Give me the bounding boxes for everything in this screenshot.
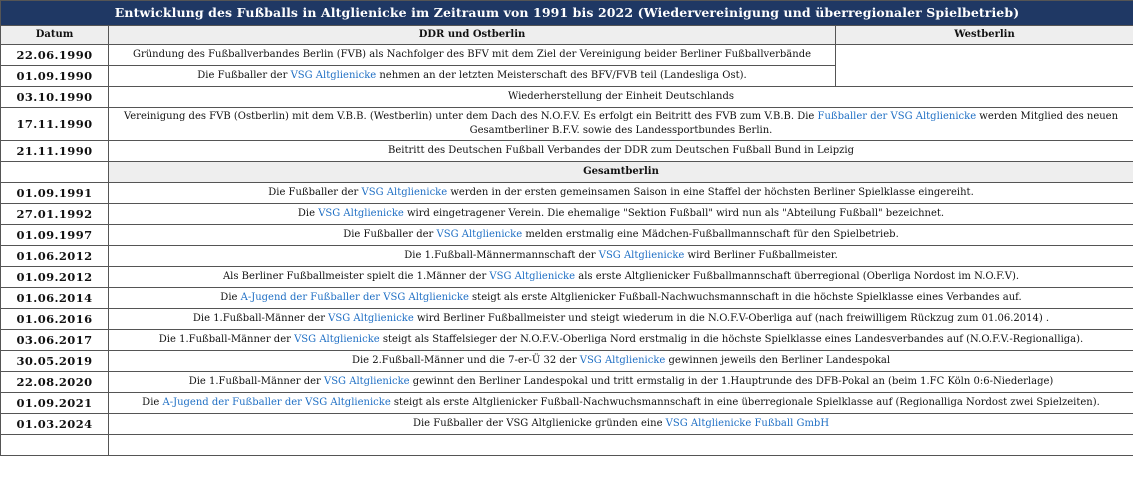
description-text: wird eingetragener Verein. Die ehemalige "Sektion Fußball" wird nun als "Abteilung Fußball" bezeichnet. <box>403 208 945 219</box>
row-date: 21.11.1990 <box>1 141 109 162</box>
row-date: 17.11.1990 <box>1 108 109 141</box>
row-description <box>109 204 1133 225</box>
row-description <box>109 372 1133 393</box>
row-description <box>109 183 1133 204</box>
vsg-link[interactable]: VSG Altglienicke <box>328 313 414 324</box>
row-date: 01.03.2024 <box>1 414 109 435</box>
vsg-link[interactable]: VSG Altglienicke <box>294 334 380 345</box>
description-text: Die <box>297 208 319 219</box>
row-date: 03.10.1990 <box>1 87 109 108</box>
table-row <box>1 414 1133 435</box>
description-text: Die 1.Fußball-Männermannschaft der <box>404 250 599 261</box>
header-gesamtberlin: Gesamtberlin <box>109 162 1133 183</box>
table-title: Entwicklung des Fußballs in Altglienicke im Zeitraum von 1991 bis 2022 (Wiedervereinigung und überregionaler Spielbetrieb) <box>1 1 1133 26</box>
row-description <box>109 351 1133 372</box>
table-row <box>1 141 1133 162</box>
row-description <box>109 66 836 87</box>
vsg-link[interactable]: VSG Altglienicke <box>323 376 410 387</box>
table-row <box>1 204 1133 225</box>
description-text: Die <box>220 292 241 303</box>
row-description <box>109 45 836 66</box>
row-description <box>109 288 1133 309</box>
description-text: Als Berliner Fußballmeister spielt die 1.Männer der <box>222 271 490 282</box>
table-row <box>1 288 1133 309</box>
row-description <box>109 309 1133 330</box>
description-text: Die Fußballer der <box>197 70 291 81</box>
description-text: als erste Altglienicker Fußballmannschaft überregional (Oberliga Nordost im N.O.F.V). <box>575 271 1020 282</box>
row-date: 22.08.2020 <box>1 372 109 393</box>
table-row <box>1 372 1133 393</box>
vsg-link[interactable]: VSG Altglienicke <box>361 187 448 198</box>
description-text: nehmen an der letzten Meisterschaft des BFV/FVB teil (Landesliga Ost). <box>376 70 747 81</box>
row-date: 01.06.2012 <box>1 246 109 267</box>
vsg-link[interactable]: VSG Altglienicke Fußball GmbH <box>665 418 830 429</box>
table-row <box>1 45 1133 66</box>
description-text: Beitritt des Deutschen Fußball Verbandes der DDR zum Deutschen Fußball Bund in Leipzig <box>388 145 854 156</box>
vsg-link[interactable]: A-Jugend der Fußballer der VSG Altglienicke <box>240 292 469 303</box>
row-description <box>109 267 1133 288</box>
description-text: gewinnen jeweils den Berliner Landespokal <box>665 355 891 366</box>
description-text: werden in der ersten gemeinsamen Saison in eine Staffel der höchsten Berliner Spielklasse eingereiht. <box>447 187 974 198</box>
row-description <box>109 246 1133 267</box>
description-text: Die 2.Fußball-Männer und die 7-er-Ü 32 der <box>351 355 580 366</box>
table-row <box>1 246 1133 267</box>
row-date: 03.06.2017 <box>1 330 109 351</box>
row-description <box>109 108 1133 141</box>
row-description <box>109 225 1133 246</box>
vsg-link[interactable]: VSG Altglienicke <box>489 271 576 282</box>
row-description <box>109 414 1133 435</box>
description-text: Gründung des Fußballverbandes Berlin (FVB) als Nachfolger des BFV mit dem Ziel der Vereinigung beider Berliner Fußballverbände <box>132 49 812 60</box>
description-text: wird Berliner Fußballmeister. <box>684 250 838 261</box>
description-text: Die 1.Fußball-Männer der <box>158 334 295 345</box>
description-text: steigt als erste Altglienicker Fußball-Nachwuchsmannschaft in eine überregionale Spielklasse auf (Regionalliga Nordost zwei Spielzeiten). <box>390 397 1100 408</box>
vsg-link[interactable]: Fußballer der VSG Altglienicke <box>817 111 977 122</box>
row-date: 01.06.2016 <box>1 309 109 330</box>
empty-date-cell <box>1 162 109 183</box>
description-text: Vereinigung des FVB (Ostberlin) mit dem V.B.B. (Westberlin) unter dem Dach des N.O.F.V. Es erfolgt ein Beitritt des FVB zum V.B.B. Die <box>123 111 818 122</box>
description-text: gewinnt den Berliner Landespokal und tritt ermstalig in der 1.Hauptrunde des DFB-Pokal an (beim 1.FC Köln 0:6-Niederlage) <box>409 376 1054 387</box>
westberlin-empty-cell <box>836 45 1133 87</box>
description-text: Die 1.Fußball-Männer der <box>188 376 324 387</box>
row-date: 27.01.1992 <box>1 204 109 225</box>
description-text: melden erstmalig eine Mädchen-Fußballmannschaft für den Spielbetrieb. <box>522 229 899 240</box>
table-row <box>1 225 1133 246</box>
row-date: 01.09.1997 <box>1 225 109 246</box>
row-description <box>109 330 1133 351</box>
description-text: steigt als erste Altglienicker Fußball-Nachwuchsmannschaft in die höchste Spielklasse eines Verbandes auf. <box>468 292 1022 303</box>
table-row <box>1 330 1133 351</box>
vsg-link[interactable]: VSG Altglienicke <box>436 229 523 240</box>
description-text: Wiederherstellung der Einheit Deutschlands <box>507 91 735 102</box>
table-row <box>1 351 1133 372</box>
row-description <box>109 393 1133 414</box>
empty-row <box>1 435 1133 456</box>
empty-description-cell <box>109 435 1133 456</box>
row-date: 30.05.2019 <box>1 351 109 372</box>
description-text: steigt als Staffelsieger der N.O.F.V.-Oberliga Nord erstmalig in die höchste Spielklasse eines Landesverbandes auf (N.O.F.V.-Regionalliga). <box>379 334 1084 345</box>
header-datum: Datum <box>1 26 109 45</box>
row-date: 01.09.1990 <box>1 66 109 87</box>
vsg-link[interactable]: A-Jugend der Fußballer der VSG Altglienicke <box>162 397 391 408</box>
row-date: 01.09.2012 <box>1 267 109 288</box>
description-text: Die Fußballer der <box>268 187 362 198</box>
vsg-link[interactable]: VSG Altglienicke <box>318 208 404 219</box>
table-row <box>1 309 1133 330</box>
row-date: 22.06.1990 <box>1 45 109 66</box>
row-date: 01.06.2014 <box>1 288 109 309</box>
description-text: Die <box>142 397 163 408</box>
description-text: wird Berliner Fußballmeister und steigt wiederum in die N.O.F.V-Oberliga auf (nach freiwilligem Rückzug zum 01.06.2014) . <box>413 313 1050 324</box>
table-row <box>1 267 1133 288</box>
vsg-link[interactable]: VSG Altglienicke <box>290 70 377 81</box>
vsg-link[interactable]: VSG Altglienicke <box>579 355 666 366</box>
vsg-link[interactable]: VSG Altglienicke <box>598 250 685 261</box>
row-description <box>109 87 1133 108</box>
header-westberlin: Westberlin <box>836 26 1133 45</box>
row-date: 01.09.1991 <box>1 183 109 204</box>
row-date: 01.09.2021 <box>1 393 109 414</box>
row-description <box>109 141 1133 162</box>
description-text: Die Fußballer der <box>343 229 437 240</box>
table-row <box>1 393 1133 414</box>
empty-date-cell <box>1 435 109 456</box>
gesamtberlin-header-row <box>1 162 1133 183</box>
table-row <box>1 183 1133 204</box>
description-text: werden Mitglied des neuen Gesamtberliner B.F.V. sowie des Landessportbundes Berlin. <box>469 111 1119 136</box>
table-row <box>1 87 1133 108</box>
description-text: Die 1.Fußball-Männer der <box>192 313 329 324</box>
description-text: Die Fußballer der VSG Altglienicke gründen eine <box>412 418 666 429</box>
table-row <box>1 108 1133 141</box>
header-ddr-ostberlin: DDR und Ostberlin <box>109 26 836 45</box>
